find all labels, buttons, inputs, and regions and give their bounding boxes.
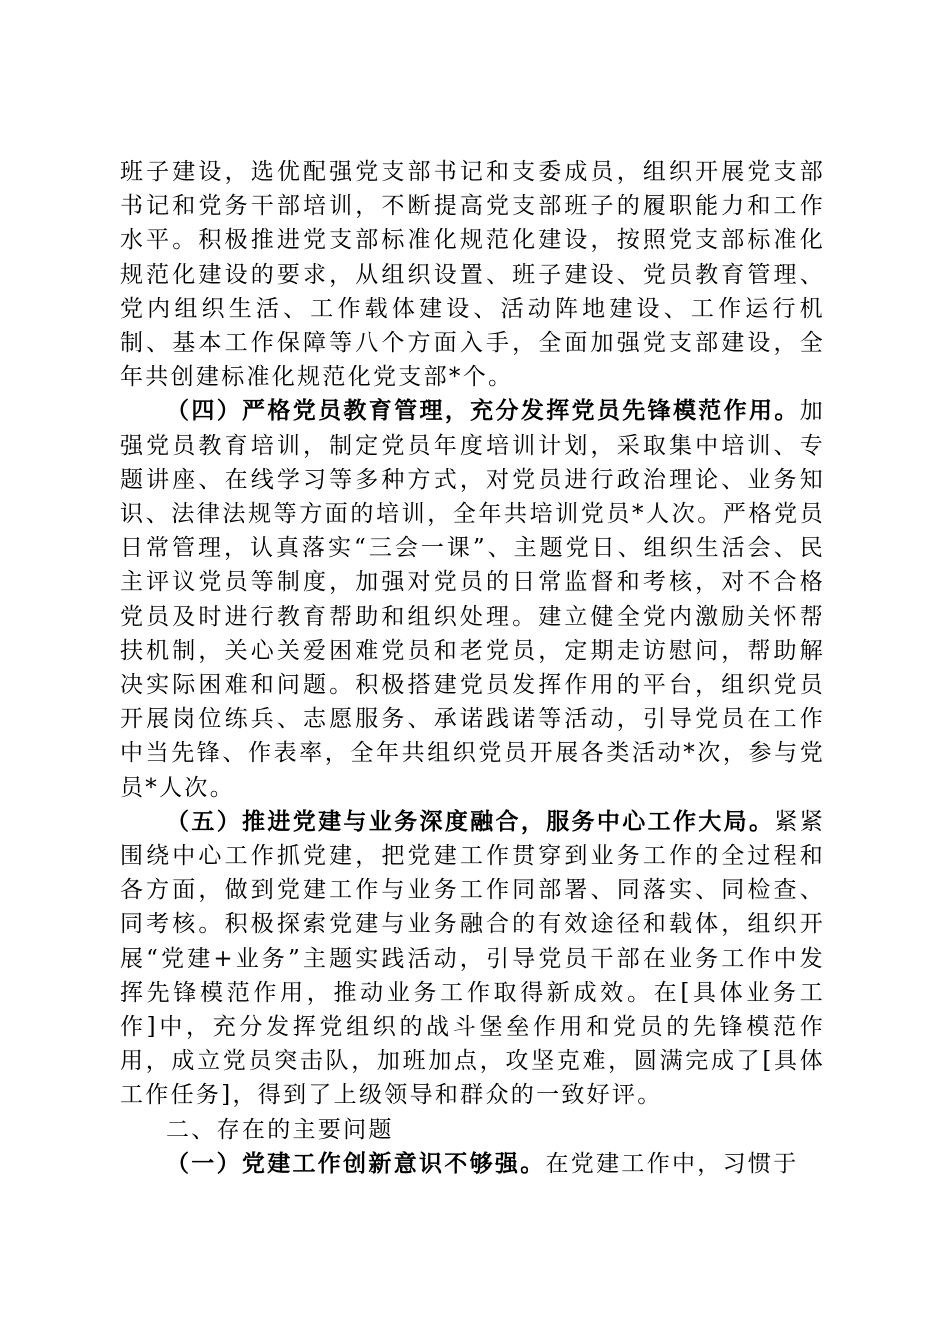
paragraph-innovation-problem bbox=[120, 1147, 825, 1181]
section-heading-main-problems bbox=[120, 1113, 825, 1147]
document-body bbox=[120, 155, 825, 1181]
paragraph-business-integration bbox=[120, 805, 825, 1113]
section-title: 二、存在的主要问题 bbox=[166, 1116, 394, 1143]
paragraph-text: 在党建工作中，习惯于 bbox=[545, 1150, 799, 1177]
paragraph-text: 紧紧围绕中心工作抓党建，把党建工作贯穿到业务工作的全过程和各方面，做到党建工作与业务工作同部署、同落实、同检查、同考核。积极探索党建与业务融合的有效途径和载体，组织开展“党建+业务”主题实践活动，引导党员干部在业务工作中发挥先锋模范作用，推动业务工作取得新成效。在[具体业务工作]中，充分发挥党组织的战斗堡垒作用和党员的先锋模范作用，成立党员突击队，加班加点，攻坚克难，圆满完成了[具体工作任务]，得到了上级领导和群众的一致好评。 bbox=[120, 808, 825, 1109]
paragraph-text: 加强党员教育培训，制定党员年度培训计划，采取集中培训、专题讲座、在线学习等多种方式，对党员进行政治理论、业务知识、法律法规等方面的培训，全年共培训党员*人次。严格党员日常管理，认真落实“三会一课”、主题党日、组织生活会、民主评议党员等制度，加强对党员的日常监督和考核，对不合格党员及时进行教育帮助和组织处理。建立健全党内激励关怀帮扶机制，关心关爱困难党员和老党员，定期走访慰问，帮助解决实际困难和问题。积极搭建党员发挥作用的平台，组织党员开展岗位练兵、志愿服务、承诺践诺等活动，引导党员在工作中当先锋、作表率，全年共组织党员开展各类活动*次，参与党员*人次。 bbox=[120, 398, 825, 801]
paragraph-heading: （一）党建工作创新意识不够强。 bbox=[166, 1150, 546, 1177]
paragraph-heading: （四）严格党员教育管理，充分发挥党员先锋模范作用。 bbox=[166, 398, 800, 425]
paragraph-member-education bbox=[120, 394, 825, 804]
paragraph-team-building bbox=[120, 155, 825, 394]
paragraph-heading: （五）推进党建与业务深度融合，服务中心工作大局。 bbox=[166, 808, 775, 835]
paragraph-text: 班子建设，选优配强党支部书记和支委成员，组织开展党支部书记和党务干部培训，不断提高党支部班子的履职能力和工作水平。积极推进党支部标准化规范化建设，按照党支部标准化规范化建设的要求，从组织设置、班子建设、党员教育管理、党内组织生活、工作载体建设、活动阵地建设、工作运行机制、基本工作保障等八个方面入手，全面加强党支部建设，全年共创建标准化规范化党支部*个。 bbox=[120, 159, 825, 391]
